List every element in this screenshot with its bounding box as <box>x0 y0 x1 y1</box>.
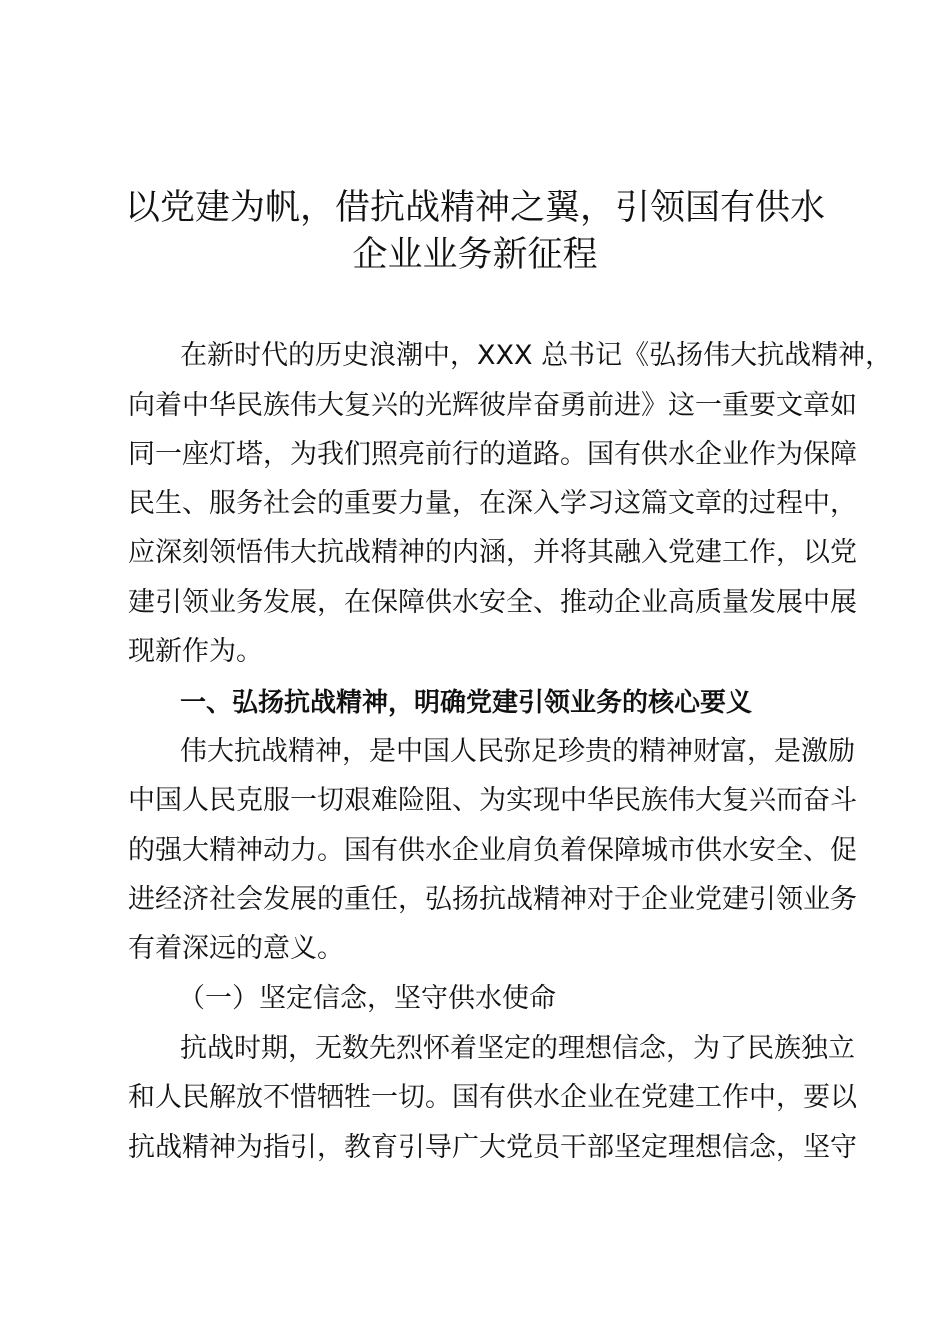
paragraph-line: 民生、服务社会的重要力量，在深入学习这篇文章的过程中， <box>128 488 857 519</box>
subsection-heading: （一）坚定信念，坚守供水使命 <box>178 983 556 1014</box>
paragraph-line: 中国人民克服一切艰难险阻、为实现中华民族伟大复兴而奋斗 <box>128 785 857 816</box>
paragraph-line: 进经济社会发展的重任，弘扬抗战精神对于企业党建引领业务 <box>128 884 857 915</box>
document-title-line-1: 以党建为帆，借抗战精神之翼，引领国有供水 <box>124 188 825 228</box>
paragraph-line: 向着中华民族伟大复兴的光辉彼岸奋勇前进》这一重要文章如 <box>128 390 857 421</box>
paragraph-line: 在新时代的历史浪潮中，XXX 总书记《弘扬伟大抗战精神， <box>180 340 893 371</box>
paragraph-line: 伟大抗战精神，是中国人民弥足珍贵的精神财富，是激励 <box>180 736 855 767</box>
paragraph-line: 的强大精神动力。国有供水企业肩负着保障城市供水安全、促 <box>128 835 857 866</box>
paragraph-line: 抗战精神为指引，教育引导广大党员干部坚定理想信念，坚守 <box>128 1132 857 1163</box>
paragraph-line: 有着深远的意义。 <box>128 933 344 964</box>
paragraph-line: 和人民解放不惜牺牲一切。国有供水企业在党建工作中，要以 <box>128 1082 857 1113</box>
paragraph-line: 应深刻领悟伟大抗战精神的内涵，并将其融入党建工作，以党 <box>128 537 857 568</box>
paragraph-line: 建引领业务发展，在保障供水安全、推动企业高质量发展中展 <box>128 587 857 618</box>
paragraph-line: 现新作为。 <box>128 636 263 667</box>
paragraph-line: 同一座灯塔，为我们照亮前行的道路。国有供水企业作为保障 <box>128 439 857 470</box>
paragraph-line: 抗战时期，无数先烈怀着坚定的理想信念，为了民族独立 <box>180 1033 855 1064</box>
document-title-line-2: 企业业务新征程 <box>352 235 598 275</box>
section-heading: 一、弘扬抗战精神，明确党建引领业务的核心要义 <box>180 688 753 718</box>
